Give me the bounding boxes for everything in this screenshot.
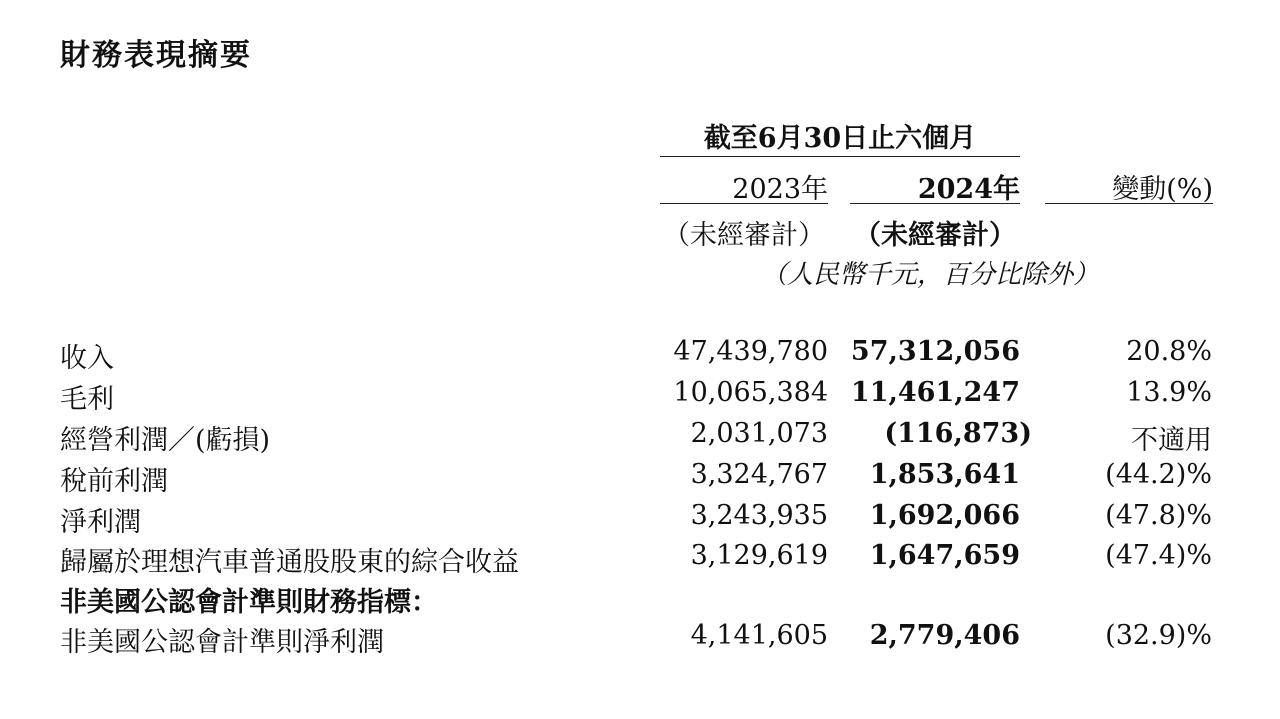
period-header: 截至6月30日止六個月 (703, 123, 977, 154)
value-2024: 57,312,056 (850, 336, 1020, 367)
row-label: 收入 (60, 343, 114, 374)
page-title: 財務表現摘要 (60, 38, 252, 73)
change-value: (47.4)% (1105, 540, 1212, 571)
value-2024: 1,853,641 (869, 459, 1020, 490)
row-label: 毛利 (60, 384, 114, 415)
row-label: 淨利潤 (60, 507, 141, 538)
year-2024-header: 2024年 (917, 174, 1020, 205)
change-divider (1045, 203, 1213, 204)
row-label: 稅前利潤 (60, 466, 168, 497)
value-2024: 1,647,659 (869, 540, 1020, 571)
change-value: (44.2)% (1105, 459, 1212, 490)
row-label: 非美國公認會計準則淨利潤 (60, 627, 384, 658)
table-row (0, 418, 1280, 458)
non-gaap-heading: 非美國公認會計準則財務指標： (60, 587, 438, 618)
year-2023-header: 2023年 (732, 174, 828, 205)
table-row (0, 377, 1280, 417)
table-row (0, 336, 1280, 376)
period-divider (660, 156, 1020, 157)
change-value: 13.9% (1126, 377, 1212, 408)
unit-note: （人民幣千元，百分比除外） (760, 260, 1099, 290)
table-row (0, 620, 1280, 660)
value-2023: 47,439,780 (673, 336, 828, 367)
table-row (0, 500, 1280, 540)
value-2024: (116,873) (884, 418, 1032, 449)
year-2023-divider (660, 203, 828, 204)
table-row (0, 540, 1280, 580)
value-2023: 3,243,935 (690, 500, 828, 531)
change-header: 變動(%) (1112, 174, 1213, 205)
table-row (0, 459, 1280, 499)
year-2024-divider (850, 203, 1020, 204)
change-value: 20.8% (1126, 336, 1212, 367)
row-label: 歸屬於理想汽車普通股股東的綜合收益 (60, 547, 519, 578)
value-2024: 11,461,247 (850, 377, 1020, 408)
change-value: 不適用 (1131, 425, 1212, 456)
row-label: 經營利潤／(虧損) (60, 425, 271, 456)
audit-note-2024: （未經審計） (854, 220, 1016, 251)
change-value: (32.9)% (1105, 620, 1212, 651)
value-2023: 4,141,605 (690, 620, 828, 651)
value-2023: 3,324,767 (690, 459, 828, 490)
value-2023: 2,031,073 (690, 418, 828, 449)
value-2023: 3,129,619 (690, 540, 828, 571)
value-2024: 2,779,406 (869, 620, 1020, 651)
value-2024: 1,692,066 (869, 500, 1020, 531)
change-value: (47.8)% (1105, 500, 1212, 531)
value-2023: 10,065,384 (673, 377, 828, 408)
audit-note-2023: （未經審計） (663, 220, 825, 251)
